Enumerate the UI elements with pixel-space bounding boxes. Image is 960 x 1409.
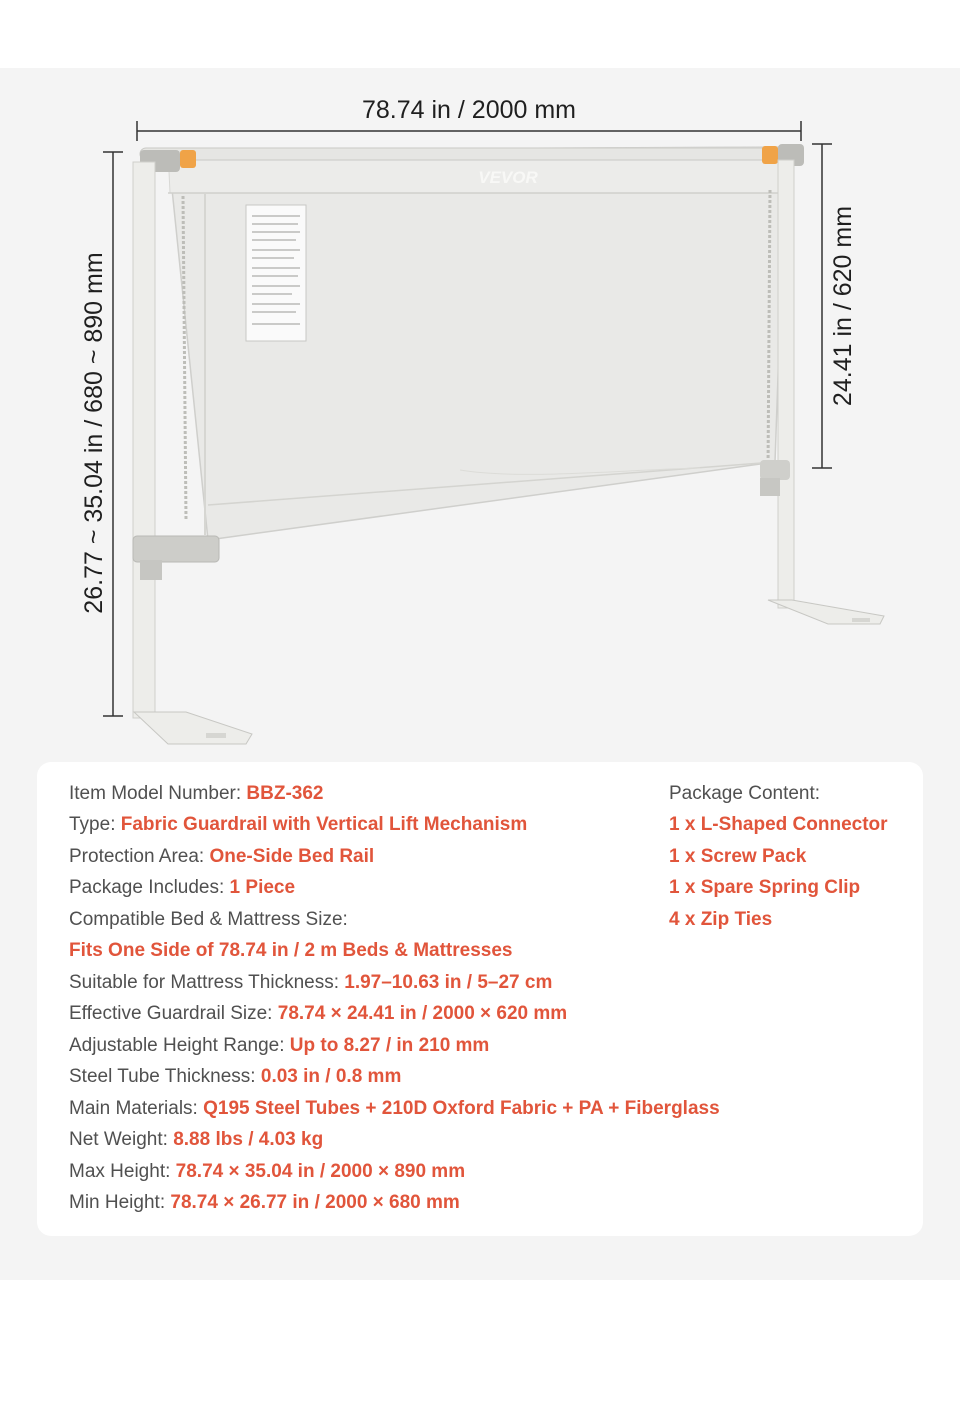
spec-net-weight: Net Weight: 8.88 lbs / 4.03 kg	[69, 1129, 324, 1150]
spec-mattress-thickness: Suitable for Mattress Thickness: 1.97–10.63 in / 5–27 cm	[69, 972, 553, 993]
spec-type: Type: Fabric Guardrail with Vertical Lift Mechanism	[69, 814, 528, 835]
spec-steel-tube-thickness: Steel Tube Thickness: 0.03 in / 0.8 mm	[69, 1066, 402, 1087]
spec-package-includes: Package Includes: 1 Piece	[69, 877, 296, 898]
spec-effective-guardrail-size: Effective Guardrail Size: 78.74 × 24.41 in / 2000 × 620 mm	[69, 1003, 568, 1024]
spec-main-materials: Main Materials: Q195 Steel Tubes + 210D Oxford Fabric + PA + Fiberglass	[69, 1098, 720, 1119]
warning-label	[246, 205, 306, 341]
package-item: 1 x Screw Pack	[669, 846, 807, 867]
package-item: 4 x Zip Ties	[669, 909, 773, 930]
height-range-dimension-label: 26.77 ~ 35.04 in / 680 ~ 890 mm	[80, 252, 108, 614]
bed-rail-product-figure	[0, 68, 960, 758]
vevor-brand-mark: VEVOR	[478, 168, 538, 187]
spec-min-height: Min Height: 78.74 × 26.77 in / 2000 × 680 mm	[69, 1192, 460, 1213]
spec-item-model-number: Item Model Number: BBZ-362	[69, 783, 324, 804]
package-item: 1 x Spare Spring Clip	[669, 877, 861, 898]
spec-compatible-size-label: Compatible Bed & Mattress Size:	[69, 909, 348, 930]
rail-height-dimension-label: 24.41 in / 620 mm	[829, 205, 857, 407]
package-item: 1 x L-Shaped Connector	[669, 814, 888, 835]
package-content-heading: Package Content:	[669, 783, 821, 804]
spec-protection-area: Protection Area: One-Side Bed Rail	[69, 846, 375, 867]
specification-card	[37, 762, 923, 1236]
width-dimension-label: 78.74 in / 2000 mm	[361, 96, 577, 124]
spec-adjustable-height-range: Adjustable Height Range: Up to 8.27 / in 210 mm	[69, 1035, 490, 1056]
spec-compatible-size-value: Fits One Side of 78.74 in / 2 m Beds & Mattresses	[69, 940, 513, 961]
width-dimension-line	[137, 121, 801, 141]
spec-max-height: Max Height: 78.74 × 35.04 in / 2000 × 890 mm	[69, 1161, 466, 1182]
